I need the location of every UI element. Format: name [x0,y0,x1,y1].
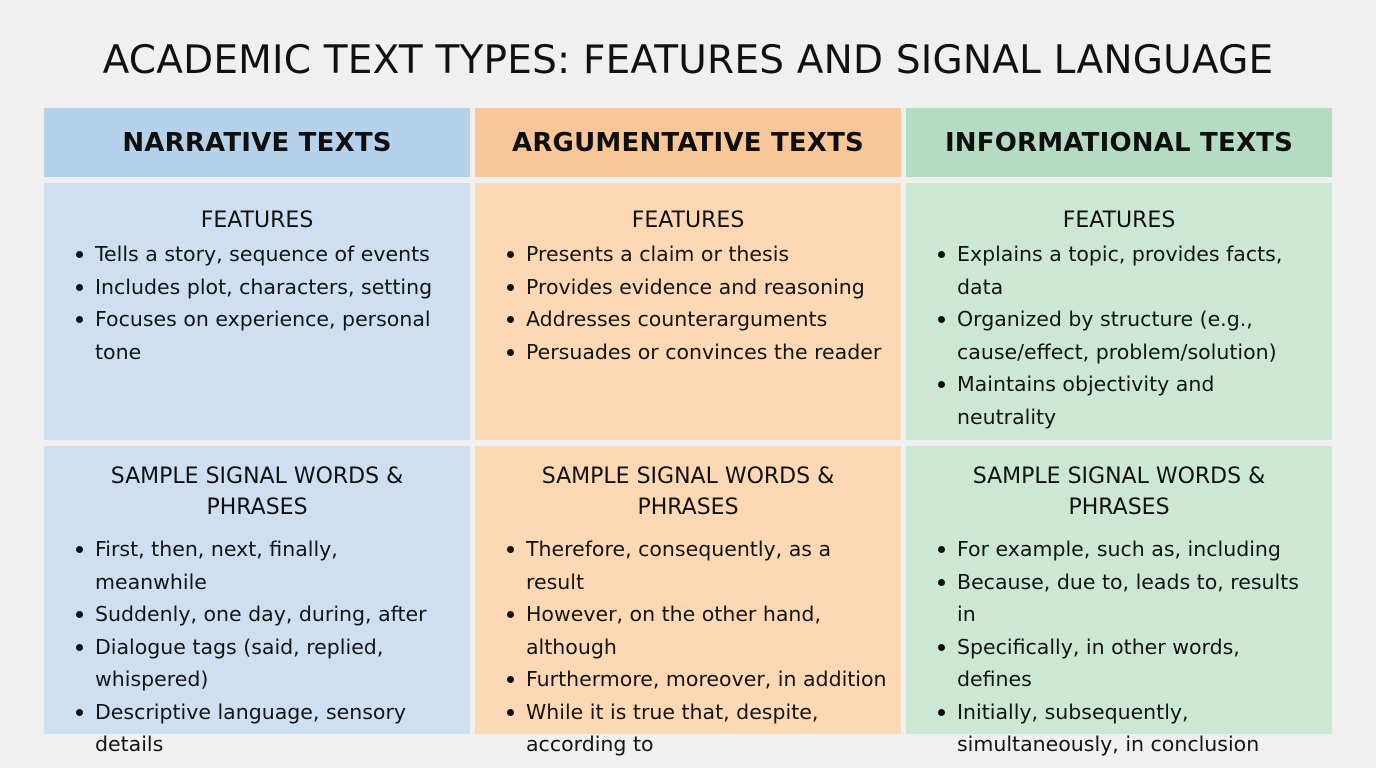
text-types-table [44,108,1332,756]
list-item: For example, such as, including [936,533,1318,566]
list-item: Tells a story, sequence of events [74,238,456,271]
narrative-header: NARRATIVE TEXTS [44,108,470,177]
signals-list [74,533,456,761]
list-item: Focuses on experience, personal tone [74,303,456,368]
features-list [505,238,887,368]
list-item: Specifically, in other words, defines [936,631,1318,696]
list-item: Initially, subsequently, simultaneously, in conclusion [936,696,1318,761]
argumentative-features-cell [475,183,901,440]
argumentative-header: ARGUMENTATIVE TEXTS [475,108,901,177]
features-list [936,238,1318,433]
signals-list [936,533,1318,761]
list-item: While it is true that, despite, according to [505,696,887,761]
list-item: Persuades or convinces the reader [505,336,887,369]
list-item: Includes plot, characters, setting [74,271,456,304]
list-item: First, then, next, finally, meanwhile [74,533,456,598]
list-item: Provides evidence and reasoning [505,271,887,304]
features-list [74,238,456,368]
features-title: FEATURES [1062,208,1176,233]
page-title: ACADEMIC TEXT TYPES: FEATURES AND SIGNAL LANGUAGE [102,38,1274,83]
list-item: Because, due to, leads to, results in [936,566,1318,631]
informational-header: INFORMATIONAL TEXTS [906,108,1332,177]
narrative-features-cell [44,183,470,440]
list-item: However, on the other hand, although [505,598,887,663]
list-item: Explains a topic, provides facts, data [936,238,1318,303]
signals-list [505,533,887,761]
features-title: FEATURES [631,208,745,233]
informational-features-cell [906,183,1332,440]
list-item: Descriptive language, sensory details [74,696,456,761]
list-item: Addresses counterarguments [505,303,887,336]
list-item: Therefore, consequently, as a result [505,533,887,598]
narrative-signals-cell [44,446,470,756]
signals-title: SAMPLE SIGNAL WORDS & PHRASES [541,464,835,520]
features-title: FEATURES [200,208,314,233]
list-item: Presents a claim or thesis [505,238,887,271]
signals-title: SAMPLE SIGNAL WORDS & PHRASES [972,464,1266,520]
argumentative-signals-cell [475,446,901,756]
list-item: Dialogue tags (said, replied, whispered) [74,631,456,696]
list-item: Organized by structure (e.g., cause/effect, problem/solution) [936,303,1318,368]
list-item: Suddenly, one day, during, after [74,598,456,631]
list-item: Furthermore, moreover, in addition [505,663,887,696]
list-item: Maintains objectivity and neutrality [936,368,1318,433]
informational-signals-cell [906,446,1332,756]
signals-title: SAMPLE SIGNAL WORDS & PHRASES [110,464,404,520]
